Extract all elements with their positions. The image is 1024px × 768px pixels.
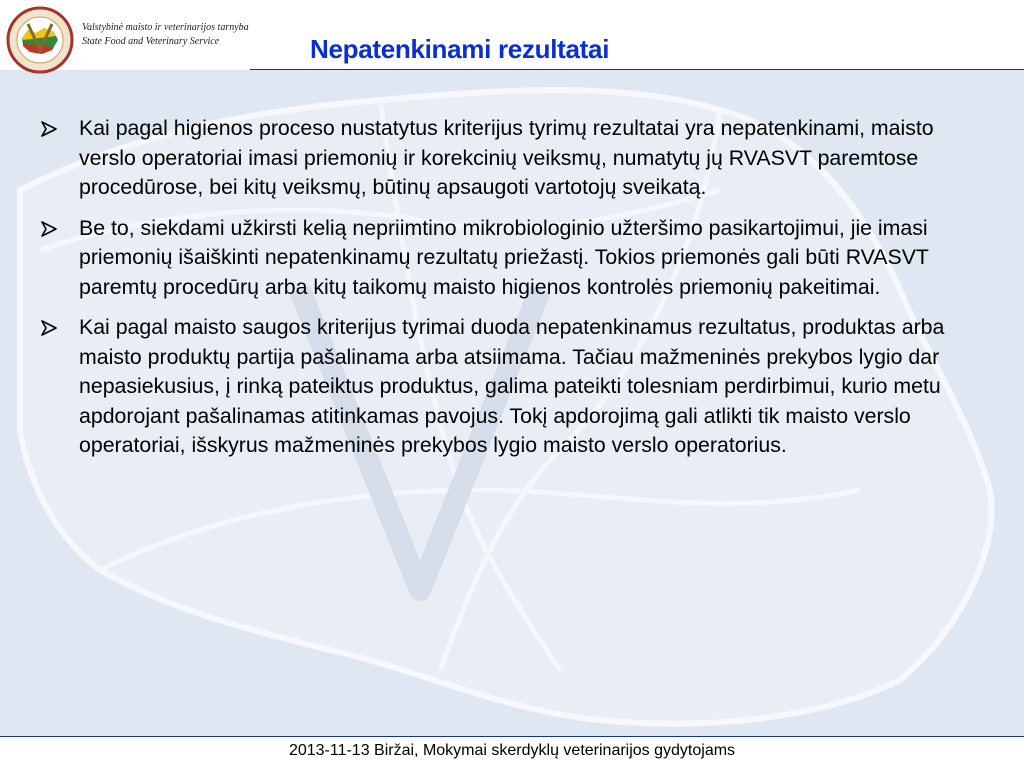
- arrow-bullet-icon: [40, 320, 58, 336]
- bullet-item-3: [40, 313, 980, 461]
- footer-divider: [0, 736, 1024, 737]
- bullet-text-1: Kai pagal higienos proceso nustatytus kriterijus tyrimų rezultatai yra nepatenkinami, maisto verslo operatoriai imasi priemonių ir korekcinių veiksmų, numatytų jų RVASVT paremtose procedūrose, bei kitų veiksmų, būtinų apsaugoti vartotojų sveikatą.: [79, 116, 934, 199]
- bullet-text-2: Be to, siekdami užkirsti kelią nepriimtino mikrobiologinio užteršimo pasikartojimui, jie imasi priemonių išaiškinti nepatenkinamų rezultatų priežastį. Tokios priemonės gali būti RVASVT paremtų procedūrų arba kitų taikomų maisto higienos kontrolės priemonių pakeitimai.: [79, 215, 929, 299]
- bullet-list: [40, 114, 980, 472]
- organization-name: [82, 21, 249, 49]
- organization-name-en: State Food and Veterinary Service: [82, 36, 220, 47]
- arrow-bullet-icon: [40, 121, 58, 137]
- footer-text: 2013-11-13 Biržai, Mokymai skerdyklų veterinarijos gydytojams: [288, 742, 736, 759]
- agency-emblem-icon: [6, 6, 74, 74]
- arrow-bullet-icon: [40, 221, 58, 237]
- slide-title: Nepatenkinami rezultatai: [310, 34, 610, 64]
- bullet-text-3: Kai pagal maisto saugos kriterijus tyrimai duoda nepatenkinamus rezultatus, produktas arba maisto produktų partija pašalinama arba atsiimama. Tačiau mažmeninės prekybos lygio dar nepasiekusius, į rinką pateiktus produktus, galima pateikti tolesniam perdirbimui, kurio metu apdorojant pašalinamas atitinkamas pavojus. Tokį apdorojimą gali atlikti tik maisto verslo operatoriai, išskyrus mažmeninės prekybos lygio maisto verslo operatorius.: [79, 315, 945, 457]
- bullet-item-1: [40, 114, 980, 203]
- bullet-item-2: [40, 214, 980, 303]
- title-divider: [250, 69, 1024, 70]
- organization-name-lt: Valstybinė maisto ir veterinarijos tarnyba: [82, 22, 249, 33]
